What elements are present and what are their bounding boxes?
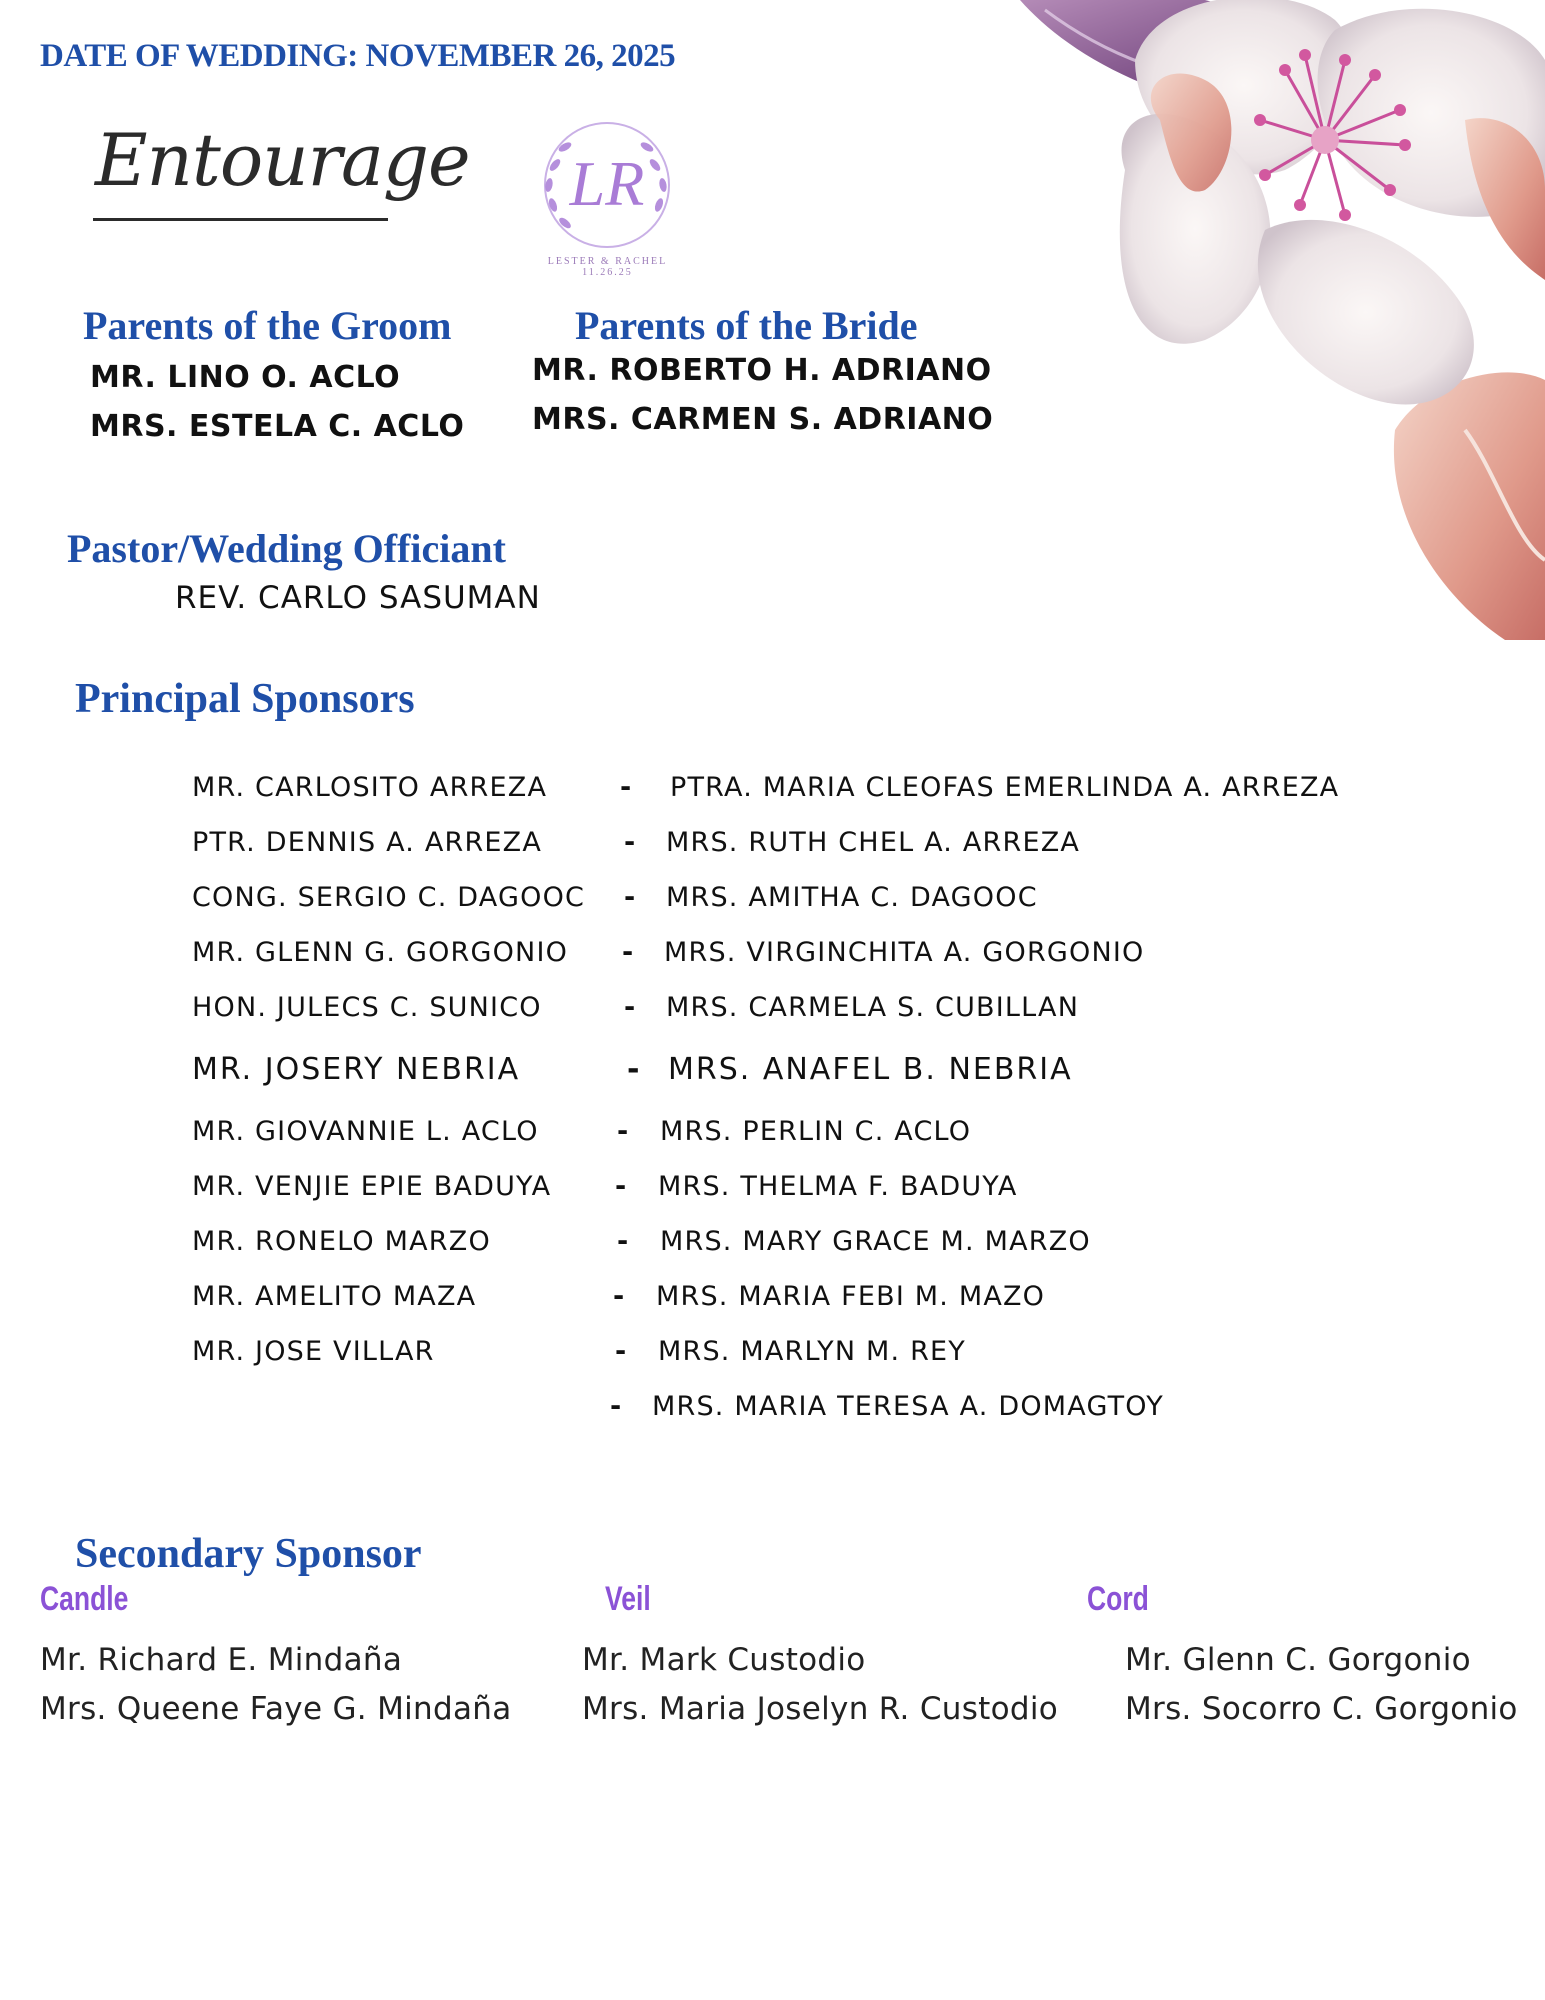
monogram-caption-date: 11.26.25 (582, 267, 633, 278)
officiant-name: REV. CARLO SASUMAN (175, 580, 541, 616)
sponsor-left: HON. JULECS C. SUNICO (192, 992, 542, 1023)
sponsor-left: MR. VENJIE EPIE BADUYA (192, 1171, 552, 1202)
sponsor-dash: - (622, 937, 635, 968)
wedding-date: DATE OF WEDDING: NOVEMBER 26, 2025 (40, 38, 676, 74)
sponsor-row (0, 992, 1545, 1032)
sponsor-left: PTR. DENNIS A. ARREZA (192, 827, 543, 858)
sponsor-row (0, 1116, 1545, 1156)
monogram-wreath-icon (525, 105, 690, 275)
title-underline (93, 218, 388, 221)
entourage-title: Entourage (95, 118, 470, 202)
sponsor-left: CONG. SERGIO C. DAGOOC (192, 882, 586, 913)
sponsor-dash: - (613, 1281, 626, 1312)
sponsor-right: MRS. PERLIN C. ACLO (660, 1116, 972, 1147)
sponsor-row (0, 1281, 1545, 1321)
sponsor-right: PTRA. MARIA CLEOFAS EMERLINDA A. ARREZA (670, 772, 1340, 803)
sponsor-right: MRS. CARMELA S. CUBILLAN (666, 992, 1080, 1023)
sponsor-row (0, 882, 1545, 922)
sponsor-row (0, 827, 1545, 867)
sponsor-right: MRS. MARLYN M. REY (658, 1336, 966, 1367)
groom-mother-name: MRS. ESTELA C. ACLO (90, 409, 465, 444)
monogram-caption (520, 256, 695, 278)
flower-decoration-icon (905, 0, 1545, 640)
parents-bride-heading: Parents of the Bride (575, 303, 918, 348)
monogram-caption-names: LESTER & RACHEL (547, 256, 668, 267)
sponsor-dash: - (624, 827, 637, 858)
candle-sponsor-2: Mrs. Queene Faye G. Mindaña (40, 1691, 512, 1727)
sponsor-dash: - (620, 772, 633, 803)
sponsor-left: MR. GLENN G. GORGONIO (192, 937, 569, 968)
monogram-letters: LR (569, 148, 645, 219)
sponsor-dash: - (627, 1052, 641, 1087)
sponsor-left: MR. JOSERY NEBRIA (192, 1052, 521, 1087)
groom-father-name: MR. LINO O. ACLO (90, 360, 401, 395)
veil-sponsor-1: Mr. Mark Custodio (582, 1642, 866, 1678)
cord-sponsor-2: Mrs. Socorro C. Gorgonio (1125, 1691, 1518, 1727)
sponsor-dash: - (617, 1226, 630, 1257)
sponsor-dash: - (615, 1336, 628, 1367)
sponsor-dash: - (610, 1391, 623, 1422)
veil-sponsor-2: Mrs. Maria Joselyn R. Custodio (582, 1691, 1059, 1727)
sponsor-row (0, 1171, 1545, 1211)
sponsor-right: MRS. RUTH CHEL A. ARREZA (666, 827, 1081, 858)
secondary-sponsor-heading: Secondary Sponsor (75, 1531, 422, 1577)
sponsor-right: MRS. VIRGINCHITA A. GORGONIO (664, 937, 1145, 968)
sponsor-row (0, 937, 1545, 977)
sponsor-right: MRS. AMITHA C. DAGOOC (666, 882, 1038, 913)
officiant-heading: Pastor/Wedding Officiant (67, 526, 506, 571)
sponsor-row (0, 772, 1545, 812)
veil-label: Veil (605, 1580, 651, 1618)
sponsor-row (0, 1052, 1545, 1092)
sponsor-right: MRS. MARIA TERESA A. DOMAGTOY (652, 1391, 1164, 1422)
sponsor-dash: - (617, 1116, 630, 1147)
cord-label: Cord (1087, 1580, 1149, 1618)
principal-sponsors-heading: Principal Sponsors (75, 676, 415, 722)
sponsor-row (0, 1336, 1545, 1376)
sponsor-dash: - (624, 992, 637, 1023)
sponsor-dash: - (615, 1171, 628, 1202)
bride-mother-name: MRS. CARMEN S. ADRIANO (532, 402, 994, 437)
sponsor-left: MR. JOSE VILLAR (192, 1336, 435, 1367)
candle-sponsor-1: Mr. Richard E. Mindaña (40, 1642, 403, 1678)
sponsor-row (0, 1391, 1545, 1431)
bride-father-name: MR. ROBERTO H. ADRIANO (532, 353, 992, 388)
sponsor-right: MRS. THELMA F. BADUYA (658, 1171, 1018, 1202)
sponsor-left: MR. GIOVANNIE L. ACLO (192, 1116, 539, 1147)
sponsor-row (0, 1226, 1545, 1266)
candle-label: Candle (40, 1580, 129, 1618)
sponsor-dash: - (624, 882, 637, 913)
sponsor-right: MRS. MARIA FEBI M. MAZO (656, 1281, 1046, 1312)
sponsor-left: MR. CARLOSITO ARREZA (192, 772, 548, 803)
cord-sponsor-1: Mr. Glenn C. Gorgonio (1125, 1642, 1471, 1678)
sponsor-left: MR. RONELO MARZO (192, 1226, 491, 1257)
sponsor-right: MRS. MARY GRACE M. MARZO (660, 1226, 1091, 1257)
sponsor-left: MR. AMELITO MAZA (192, 1281, 477, 1312)
sponsor-right: MRS. ANAFEL B. NEBRIA (668, 1052, 1073, 1087)
parents-groom-heading: Parents of the Groom (83, 303, 452, 348)
